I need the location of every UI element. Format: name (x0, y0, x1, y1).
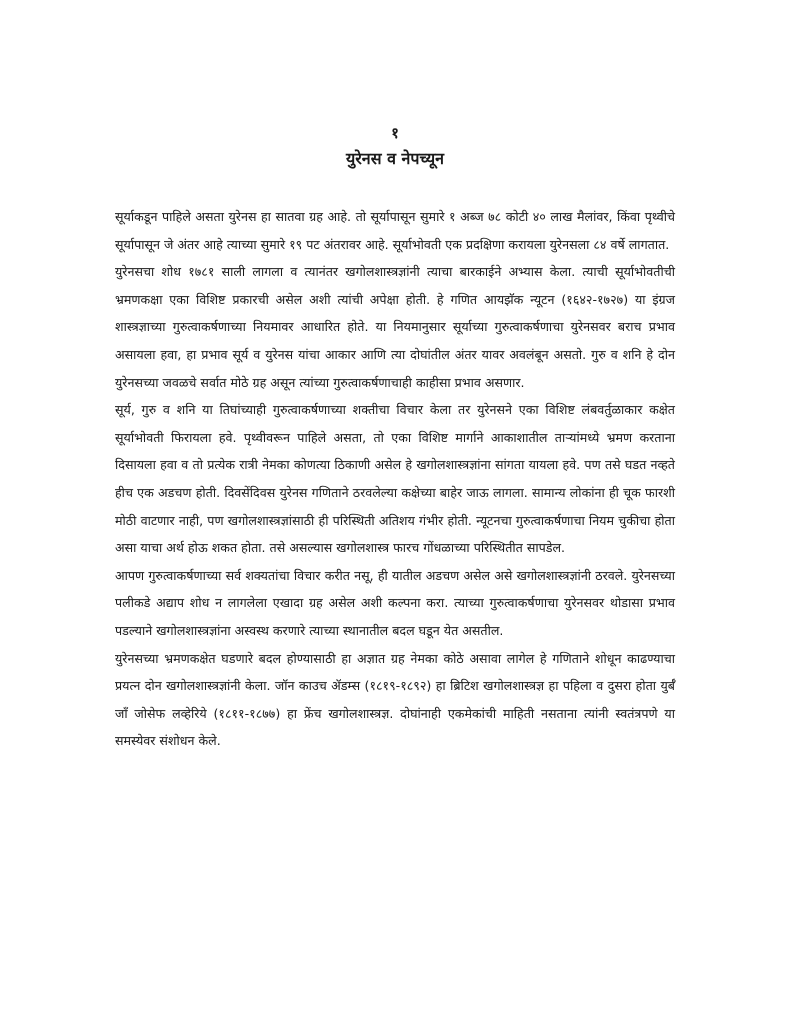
paragraph-uranus-distance: सूर्याकडून पाहिले असता युरेनस हा सातवा ग्रह आहे. तो सूर्यापासून सुमारे १ अब्ज ७८ कोटी ४० लाख मैलांवर, किंवा पृथ्वीचे सूर्यापासून जे अंतर आहे त्याच्या सुमारे १९ पट अंतरावर आहे. सूर्याभोवती एक प्रदक्षिणा करायला युरेनसला ८४ वर्षे लागतात. (115, 209, 675, 252)
paragraph-orbit-problem: सूर्य, गुरु व शनि या तिघांच्याही गुरुत्वाकर्षणाच्या शक्तीचा विचार केला तर युरेनसने एका विशिष्ट लंबवर्तुळाकार कक्षेत सूर्याभोवती फिरायला हवे. पृथ्वीवरून पाहिले असता, तो एका विशिष्ट मार्गाने आकाशातील ताऱ्यांमध्ये भ्रमण करताना दिसायला हवा व तो प्रत्येक रात्री नेमका कोणत्या ठिकाणी असेल हे खगोलशास्त्रज्ञांना सांगता यायला हवे. पण तसे घडत नव्हते हीच एक अडचण होती. दिवसेंदिवस युरेनस गणिताने ठरवलेल्या कक्षेच्या बाहेर जाऊ लागला. सामान्य लोकांना ही चूक फारशी मोठी वाटणार नाही, पण खगोलशास्त्रज्ञांसाठी ही परिस्थिती अतिशय गंभीर होती. न्यूटनचा गुरुत्वाकर्षणाचा नियम चुकीचा होता असा याचा अर्थ होऊ शकत होता. तसे असल्यास खगोलशास्त्र फारच गोंधळाच्या परिस्थितीत सापडेल. (115, 402, 675, 556)
paragraph-unknown-planet: आपण गुरुत्वाकर्षणाच्या सर्व शक्यतांचा विचार करीत नसू, ही यातील अडचण असेल असे खगोलशास्त्रज्ञांनी ठरवले. युरेनसच्या पलीकडे अद्याप शोध न लागलेला एखादा ग्रह असेल अशी कल्पना करा. त्याच्या गुरुत्वाकर्षणाचा युरेनसवर थोडासा प्रभाव पडल्याने खगोलशास्त्रज्ञांना अस्वस्थ करणारे त्याच्या स्थानातील बदल घडून येत असतील. (115, 567, 675, 638)
body-text (115, 203, 675, 755)
paragraph-adams-leverrier: युरेनसच्या भ्रमणकक्षेत घडणारे बदल होण्यासाठी हा अज्ञात ग्रह नेमका कोठे असावा लागेल हे गणिताने शोधून काढण्याचा प्रयत्न दोन खगोलशास्त्रज्ञांनी केला. जॉन काउच ॲडम्स (१८१९-१८९२) हा ब्रिटिश खगोलशास्त्रज्ञ हा पहिला व दुसरा होता युर्बँ जाँ जोसेफ लव्हेरिये (१८११-१८७७) हा फ्रेंच खगोलशास्त्रज्ञ. दोघांनाही एकमेकांची माहिती नसताना त्यांनी स्वतंत्रपणे या समस्येवर संशोधन केले. (115, 650, 675, 749)
paragraph-uranus-discovery: युरेनसचा शोध १७८१ साली लागला व त्यानंतर खगोलशास्त्रज्ञांनी त्याचा बारकाईने अभ्यास केला. त्याची सूर्याभोवतीची भ्रमणकक्षा एका विशिष्ट प्रकारची असेल अशी त्यांची अपेक्षा होती. हे गणित आयझॅक न्यूटन (१६४२-१७२७) या इंग्रज शास्त्रज्ञाच्या गुरुत्वाकर्षणाच्या नियमावर आधारित होते. या नियमानुसार सूर्याच्या गुरुत्वाकर्षणाचा युरेनसवर बराच प्रभाव असायला हवा, हा प्रभाव सूर्य व युरेनस यांचा आकार आणि त्या दोघांतील अंतर यावर अवलंबून असतो. गुरु व शनि हे दोन युरेनसच्या जवळचे सर्वात मोठे ग्रह असून त्यांच्या गुरुत्वाकर्षणाचाही काहीसा प्रभाव असणार. (115, 264, 675, 390)
chapter-number: १ (391, 124, 399, 142)
chapter-title: युरेनस व नेपच्यून (345, 149, 445, 168)
